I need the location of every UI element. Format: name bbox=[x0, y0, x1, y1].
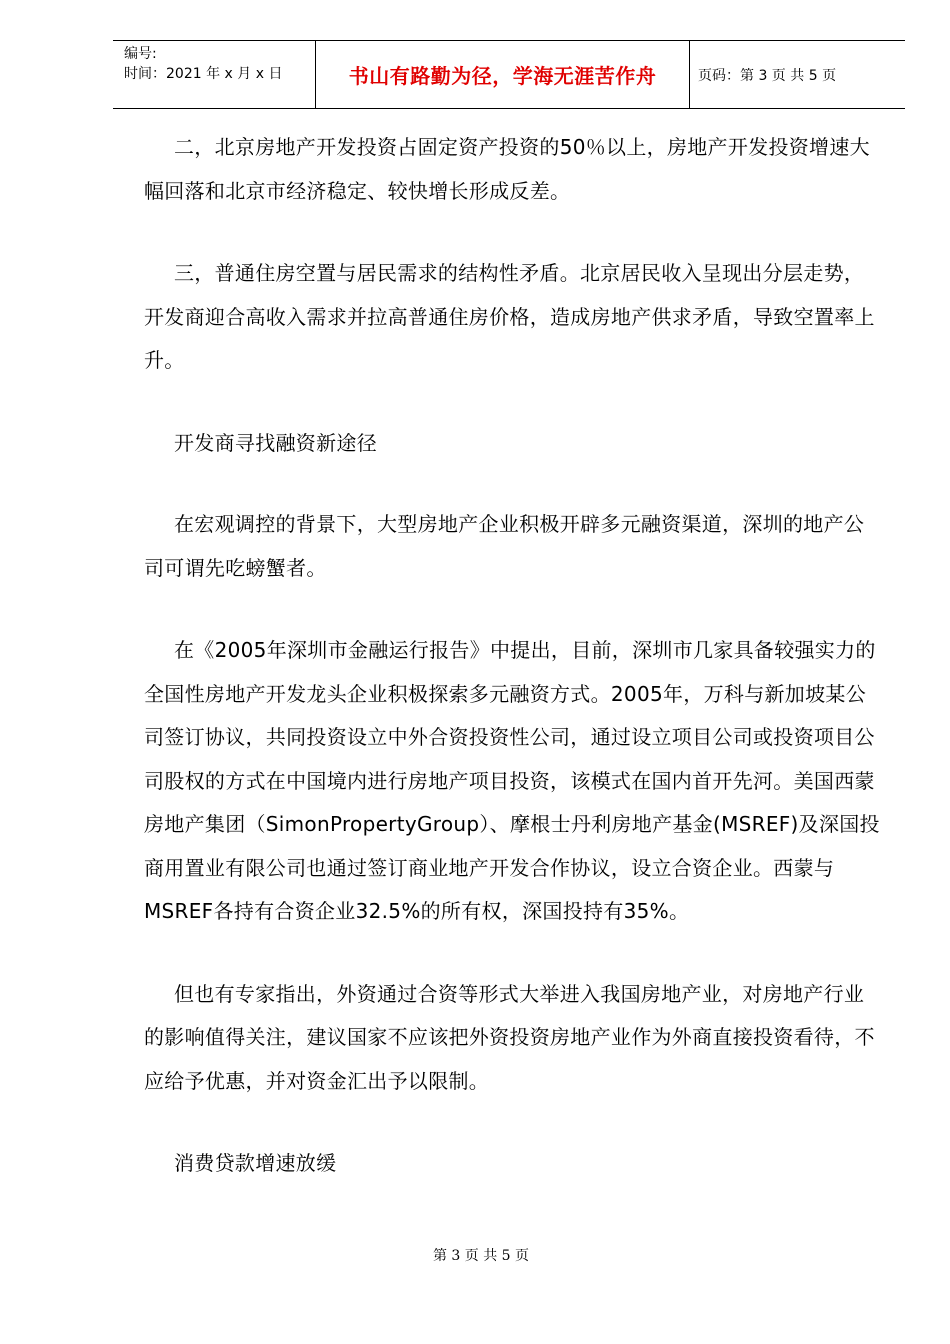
paragraph-expert-opinion: 但也有专家指出，外资通过合资等形式大举进入我国房地产业，对房地产行业的影响值得关注，建议国家不应该把外资投资房地产业作为外商直接投资看待，不应给予优惠，并对资金汇出予以限制。 bbox=[144, 981, 875, 1093]
document-body bbox=[144, 126, 880, 1224]
serial-number-label: 编号: bbox=[124, 46, 157, 62]
header-page-number: 页码：第 3 页 共 5 页 bbox=[698, 67, 837, 84]
header-meta-cell bbox=[113, 41, 316, 108]
paragraph-macro-control: 在宏观调控的背景下，大型房地产企业积极开辟多元融资渠道，深圳的地产公司可谓先吃螃蟹者。 bbox=[144, 512, 865, 580]
date-label: 时间：2021 年 x 月 x 日 bbox=[124, 66, 283, 82]
header-page-cell bbox=[690, 41, 905, 108]
page-header bbox=[113, 40, 905, 109]
footer-page-number: 第 3 页 共 5 页 bbox=[432, 1248, 530, 1264]
motto-text: 书山有路勤为径，学海无涯苦作舟 bbox=[348, 64, 657, 88]
header-motto-cell bbox=[316, 41, 690, 108]
paragraph-shenzhen-report: 在《2005年深圳市金融运行报告》中提出，目前，深圳市几家具备较强实力的全国性房地产开发龙头企业积极探索多元融资方式。2005年，万科与新加坡某公司签订协议，共同投资设立中外合资投资性公司，通过设立项目公司或投资项目公司股权的方式在中国境内进行房地产项目投资，该模式在国内首开先河。美国西蒙房地产集团（SimonPropertyGroup）、摩根士丹利房地产基金(MSREF)及深国投商用置业有限公司也通过签订商业地产开发合作协议，设立合资企业。西蒙与MSREF各持有合资企业32.5%的所有权，深国投持有35%。 bbox=[144, 638, 880, 923]
paragraph-investment-share: 二，北京房地产开发投资占固定资产投资的50％以上，房地产开发投资增速大幅回落和北京市经济稳定、较快增长形成反差。 bbox=[144, 135, 870, 203]
section-heading-consumer-loans: 消费贷款增速放缓 bbox=[174, 1151, 337, 1175]
section-heading-financing: 开发商寻找融资新途径 bbox=[174, 430, 377, 455]
paragraph-vacancy-contradiction: 三，普通住房空置与居民需求的结构性矛盾。北京居民收入呈现出分层走势，开发商迎合高收入需求并拉高普通住房价格，造成房地产供求矛盾，导致空置率上升。 bbox=[144, 261, 875, 372]
page-footer bbox=[0, 1245, 950, 1265]
